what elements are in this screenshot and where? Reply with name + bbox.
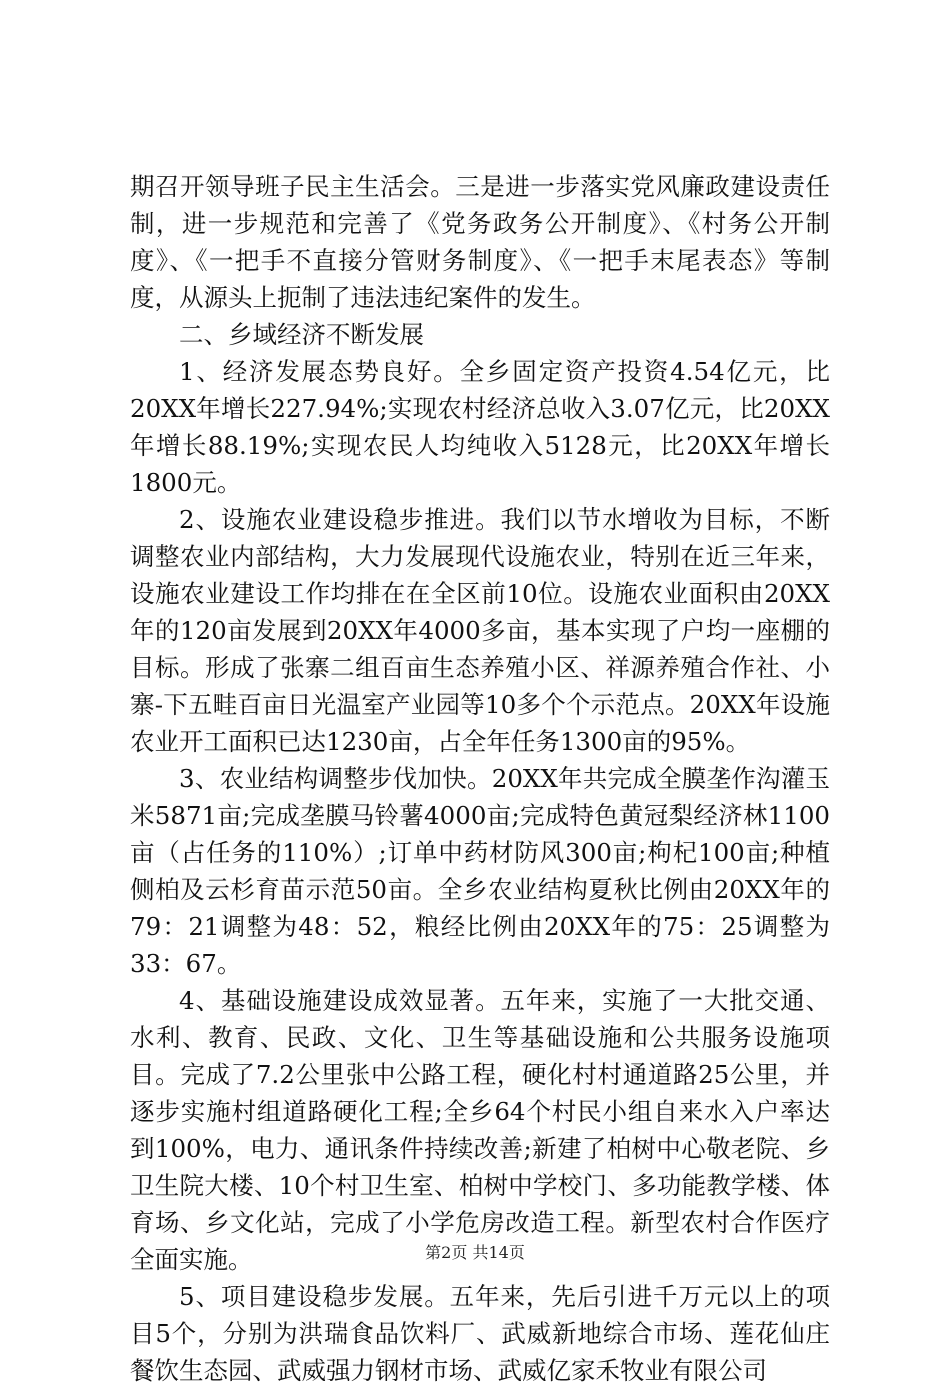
document-body [130, 168, 830, 1389]
section-heading-economy: 二、乡域经济不断发展 [179, 320, 424, 349]
paragraph-structure-adjustment: 3、农业结构调整步伐加快。20XX年共完成全膜垄作沟灌玉米5871亩;完成垄膜马铃薯4000亩;完成特色黄冠梨经济林1100亩（占任务的110%）;订单中药材防风300亩;枸杞100亩;种植侧柏及云杉育苗示范50亩。全乡农业结构夏秋比例由20XX年的79：21调整为48：52，粮经比例由20XX年的75：25调整为33：67。 [130, 764, 830, 978]
paragraph-project-construction: 5、项目建设稳步发展。五年来，先后引进千万元以上的项目5个，分别为洪瑞食品饮料厂、武威新地综合市场、莲花仙庄餐饮生态园、武威强力钢材市场、武威亿家禾牧业有限公司 [130, 1282, 830, 1385]
paragraph-facility-agriculture: 2、设施农业建设稳步推进。我们以节水增收为目标，不断调整农业内部结构，大力发展现代设施农业，特别在近三年来，设施农业建设工作均排在在全区前10位。设施农业面积由20XX年的120亩发展到20XX年4000多亩，基本实现了户均一座棚的目标。形成了张寨二组百亩生态养殖小区、祥源养殖合作社、小寨-下五畦百亩日光温室产业园等10多个个示范点。20XX年设施农业开工面积已达1230亩，占全年任务1300亩的95%。 [130, 505, 830, 756]
paragraph-economic-trend: 1、经济发展态势良好。全乡固定资产投资4.54亿元，比20XX年增长227.94%;实现农村经济总收入3.07亿元，比20XX年增长88.19%;实现农民人均纯收入5128元，比20XX年增长1800元。 [130, 357, 830, 497]
paragraph-infrastructure: 4、基础设施建设成效显著。五年来，实施了一大批交通、水利、教育、民政、文化、卫生等基础设施和公共服务设施项目。完成了7.2公里张中公路工程，硬化村村通道路25公里，并逐步实施村组道路硬化工程;全乡64个村民小组自来水入户率达到100%，电力、通讯条件持续改善;新建了柏树中心敬老院、乡卫生院大楼、10个村卫生室、柏树中学校门、多功能教学楼、体育场、乡文化站，完成了小学危房改造工程。新型农村合作医疗全面实施。 [130, 986, 830, 1274]
page-number: 第2页 [425, 1243, 468, 1262]
page-footer [0, 1240, 950, 1263]
page-total: 共14页 [472, 1243, 525, 1262]
paragraph-continuation: 期召开领导班子民主生活会。三是进一步落实党风廉政建设责任制，进一步规范和完善了《党务政务公开制度》、《村务公开制度》、《一把手不直接分管财务制度》、《一把手末尾表态》等制度，从源头上扼制了违法违纪案件的发生。 [130, 172, 830, 312]
